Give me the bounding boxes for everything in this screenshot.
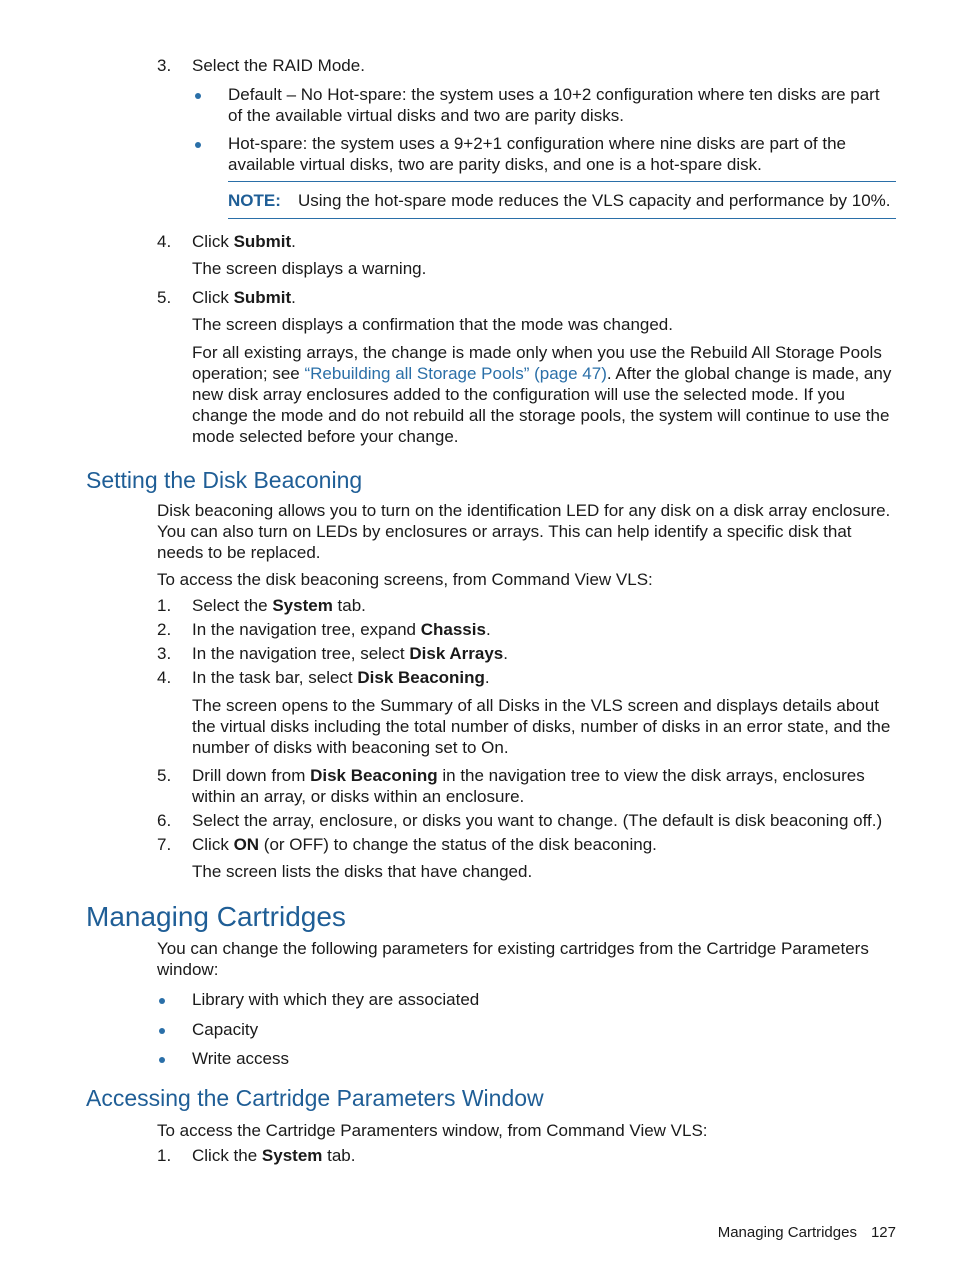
cross-reference-link[interactable]: “Rebuilding all Storage Pools” (page 47) xyxy=(304,364,607,383)
footer-section-title: Managing Cartridges xyxy=(717,1224,857,1241)
note-text: Using the hot-spare mode reduces the VLS capacity and performance by 10%. xyxy=(298,191,891,210)
step-number: 7. xyxy=(157,835,172,854)
chapter-heading: Managing Cartridges xyxy=(86,901,346,932)
step-text: Drill down from Disk Beaconing in the navigation tree to view the disk arrays, enclosures within an array, or disks within an enclosure. xyxy=(192,766,865,806)
step-number: 3. xyxy=(157,56,172,75)
list-item: Capacity xyxy=(192,1020,259,1039)
step-number: 5. xyxy=(157,288,172,307)
step-number: 2. xyxy=(157,620,172,639)
step-result: The screen lists the disks that have changed. xyxy=(192,862,533,881)
bullet-icon xyxy=(159,1057,165,1063)
paragraph: For all existing arrays, the change is made only when you use the Rebuild All Storage Pools operation; see “Rebuilding all Storage Pools” (page 47). After the global change is made, any new disk array enclosures added to the configuration will use the selected mode. If you change the mode and do not rebuild all the storage pools, the system will continue to use the mode selected before your change. xyxy=(192,343,892,446)
paragraph: To access the Cartridge Paramenters window, from Command View VLS: xyxy=(157,1121,708,1140)
list-item: Write access xyxy=(192,1049,289,1068)
ui-term: Submit xyxy=(233,288,292,307)
page-footer xyxy=(704,1222,896,1243)
paragraph: Disk beaconing allows you to turn on the identification LED for any disk on a disk array enclosure. You can also turn on LEDs by enclosures or arrays. This can help identify a specific disk that needs to be replaced. xyxy=(157,501,891,562)
page-number: 127 xyxy=(870,1224,896,1241)
step-result: The screen displays a warning. xyxy=(192,259,427,278)
bullet-icon xyxy=(159,998,165,1004)
step-number: 6. xyxy=(157,811,172,830)
step-number: 4. xyxy=(157,232,172,251)
bullet-icon xyxy=(195,93,201,99)
note-box xyxy=(228,181,896,219)
section-heading: Setting the Disk Beaconing xyxy=(86,467,363,493)
bullet-icon xyxy=(159,1028,165,1034)
step-number: 1. xyxy=(157,596,172,615)
step-text: In the navigation tree, select Disk Arrays. xyxy=(192,644,508,663)
list-item: Default – No Hot-spare: the system uses a 10+2 configuration where ten disks are part of the available virtual disks and two are parity disks. xyxy=(228,85,880,125)
step-text: In the navigation tree, expand Chassis. xyxy=(192,620,491,639)
step-text: In the task bar, select Disk Beaconing. xyxy=(192,668,490,687)
step-number: 1. xyxy=(157,1146,172,1165)
bullet-icon xyxy=(195,142,201,148)
step-text: Select the array, enclosure, or disks you want to change. (The default is disk beaconing off.) xyxy=(192,811,883,830)
step-number: 3. xyxy=(157,644,172,663)
ui-term: Submit xyxy=(233,232,292,251)
step-text: Click ON (or OFF) to change the status of the disk beaconing. xyxy=(192,835,657,854)
step-text: Select the System tab. xyxy=(192,596,366,615)
step-text: Click the System tab. xyxy=(192,1146,356,1165)
step-result: The screen opens to the Summary of all Disks in the VLS screen and displays details about the virtual disks including the total number of disks, number of disks in an error state, and the number of disks with beaconing set to On. xyxy=(192,696,891,757)
paragraph: To access the disk beaconing screens, from Command View VLS: xyxy=(157,570,653,589)
note-label: NOTE: xyxy=(228,191,281,210)
step-number: 4. xyxy=(157,668,172,687)
step-text: Click Submit. xyxy=(192,232,296,251)
step-text: Select the RAID Mode. xyxy=(192,56,365,75)
section-heading: Accessing the Cartridge Parameters Window xyxy=(86,1085,544,1111)
step-number: 5. xyxy=(157,766,172,785)
list-item: Hot-spare: the system uses a 9+2+1 configuration where nine disks are part of the available virtual disks, two are parity disks, and one is a hot-spare disk. xyxy=(228,134,847,174)
step-result: The screen displays a confirmation that the mode was changed. xyxy=(192,315,673,334)
list-item: Library with which they are associated xyxy=(192,990,480,1009)
step-text: Click Submit. xyxy=(192,288,296,307)
paragraph: You can change the following parameters for existing cartridges from the Cartridge Parameters window: xyxy=(157,939,869,979)
